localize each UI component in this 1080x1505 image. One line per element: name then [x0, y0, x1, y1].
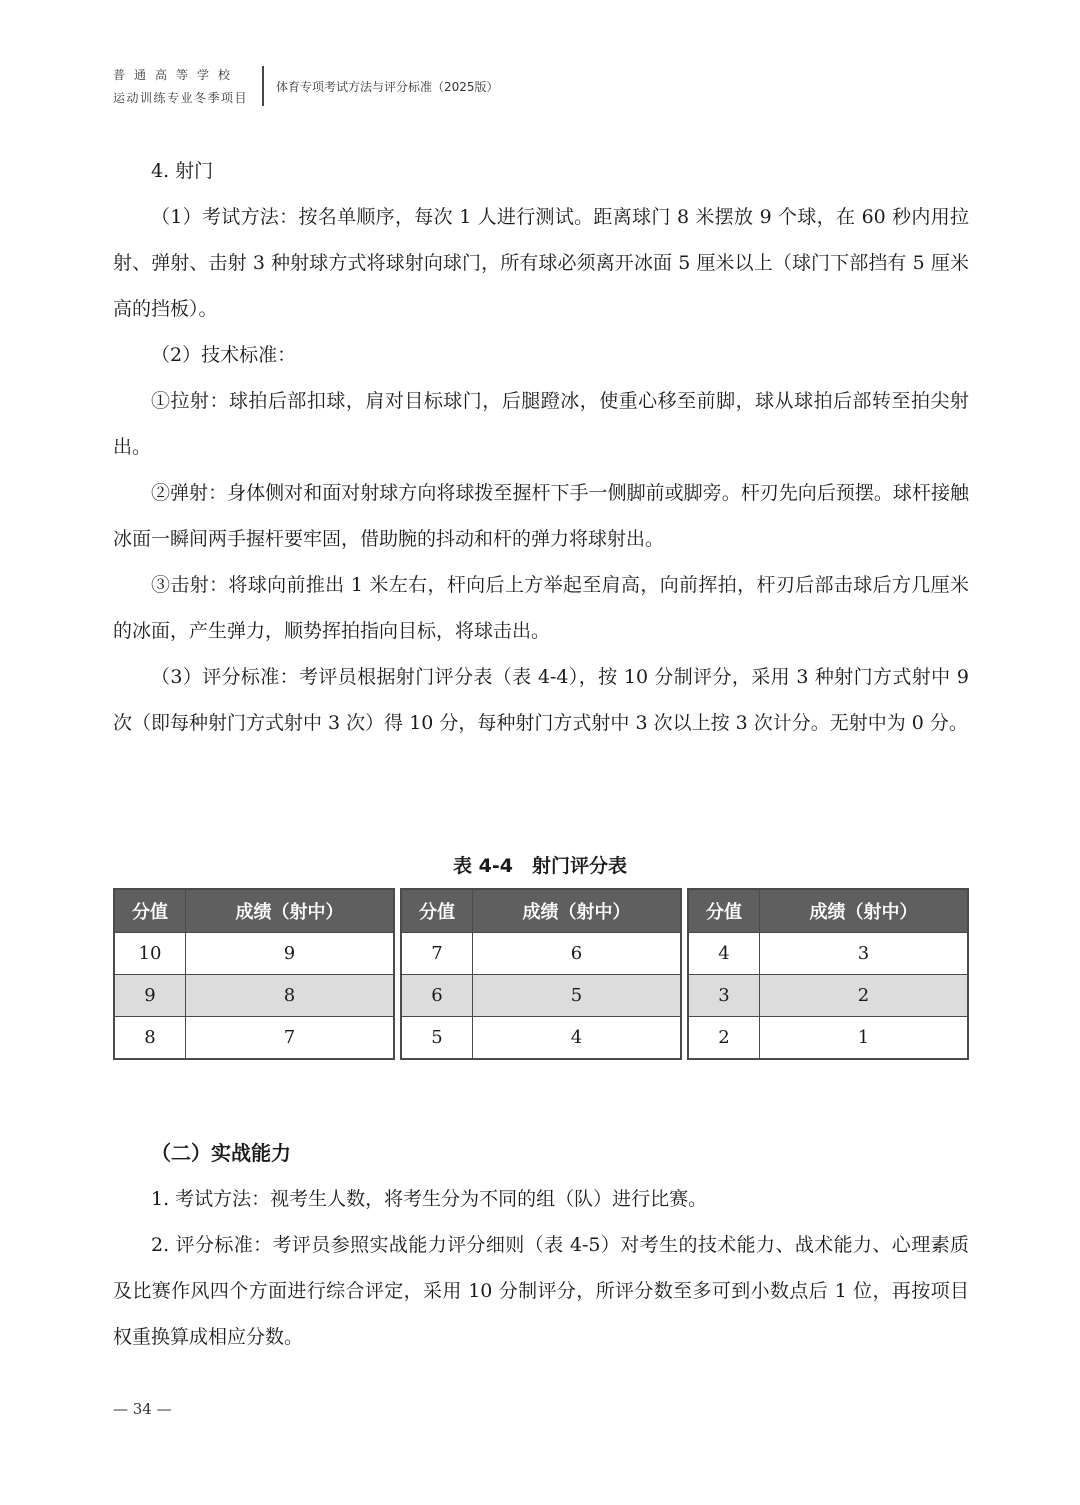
result-cell: 3 — [760, 933, 969, 975]
score-cell: 10 — [114, 933, 186, 975]
header-score: 分值 — [688, 889, 760, 933]
table-row — [114, 1017, 394, 1060]
result-cell: 5 — [473, 975, 682, 1017]
table-header-row — [114, 889, 394, 933]
header-title: 体育专项考试方法与评分标准（2025版） — [276, 79, 499, 94]
result-cell: 6 — [473, 933, 682, 975]
header-left — [113, 66, 248, 106]
header-result: 成绩（射中） — [473, 889, 682, 933]
table-row — [401, 1017, 681, 1060]
header-score: 分值 — [114, 889, 186, 933]
page-number: — 34 — — [113, 1400, 172, 1418]
score-cell: 4 — [688, 933, 760, 975]
section-4-shooting — [113, 148, 969, 746]
slap-shot-paragraph: ③击射：将球向前推出 1 米左右，杆向后上方举起至肩高，向前挥拍，杆刃后部击球后方几厘米的冰面，产生弹力，顺势挥拍指向目标，将球击出。 — [113, 574, 969, 642]
table-row — [114, 933, 394, 975]
score-table-2 — [400, 888, 682, 1060]
section-combat-ability — [113, 1130, 969, 1360]
header-result: 成绩（射中） — [760, 889, 969, 933]
running-header — [113, 66, 499, 106]
score-cell: 5 — [401, 1017, 473, 1060]
result-cell: 2 — [760, 975, 969, 1017]
score-cell: 2 — [688, 1017, 760, 1060]
table-row — [688, 933, 968, 975]
table-row — [688, 1017, 968, 1060]
section-4-title: 4. 射门 — [151, 160, 214, 182]
combat-scoring-paragraph: 2. 评分标准：考评员参照实战能力评分细则（表 4-5）对考生的技术能力、战术能力、心理素质及比赛作风四个方面进行综合评定，采用 10 分制评分，所评分数至多可到小数点后 1 位，再按项目权重换算成相应分数。 — [113, 1234, 969, 1348]
result-cell: 7 — [186, 1017, 395, 1060]
table-row — [688, 975, 968, 1017]
header-result: 成绩（射中） — [186, 889, 395, 933]
technical-standard-heading: （2）技术标准： — [151, 344, 297, 366]
score-cell: 8 — [114, 1017, 186, 1060]
scoring-tables — [113, 888, 969, 1060]
combat-method-paragraph: 1. 考试方法：视考生人数，将考生分为不同的组（队）进行比赛。 — [151, 1188, 708, 1210]
table-row — [114, 975, 394, 1017]
table-row — [401, 933, 681, 975]
score-cell: 6 — [401, 975, 473, 1017]
result-cell: 8 — [186, 975, 395, 1017]
score-cell: 3 — [688, 975, 760, 1017]
table-title: 表 4-4 射门评分表 — [453, 855, 627, 877]
header-divider — [262, 66, 264, 106]
score-table-1 — [113, 888, 395, 1060]
table-header-row — [688, 889, 968, 933]
result-cell: 4 — [473, 1017, 682, 1060]
header-score: 分值 — [401, 889, 473, 933]
exam-method-paragraph: （1）考试方法：按名单顺序，每次 1 人进行测试。距离球门 8 米摆放 9 个球，在 60 秒内用拉射、弹射、击射 3 种射球方式将球射向球门，所有球必须离开冰面 5 厘米以上（球门下部挡有 5 厘米高的挡板）。 — [113, 206, 969, 320]
wrist-shot-paragraph: ②弹射：身体侧对和面对射球方向将球拨至握杆下手一侧脚前或脚旁。杆刃先向后预摆。球杆接触冰面一瞬间两手握杆要牢固，借助腕的抖动和杆的弹力将球射出。 — [113, 482, 969, 550]
scoring-standard-paragraph: （3）评分标准：考评员根据射门评分表（表 4-4），按 10 分制评分，采用 3 种射门方式射中 9 次（即每种射门方式射中 3 次）得 10 分，每种射门方式射中 3 次以上按 3 次计分。无射中为 0 分。 — [113, 666, 969, 734]
header-line2: 运动训练专业冬季项目 — [113, 91, 249, 105]
header-line1: 普通高等学校 — [113, 68, 240, 82]
pull-shot-paragraph: ①拉射：球拍后部扣球，肩对目标球门，后腿蹬冰，使重心移至前脚，球从球拍后部转至拍尖射出。 — [113, 390, 969, 458]
result-cell: 9 — [186, 933, 395, 975]
section-heading: （二）实战能力 — [151, 1141, 291, 1165]
table-row — [401, 975, 681, 1017]
table-header-row — [401, 889, 681, 933]
score-cell: 7 — [401, 933, 473, 975]
score-table-3 — [687, 888, 969, 1060]
result-cell: 1 — [760, 1017, 969, 1060]
score-cell: 9 — [114, 975, 186, 1017]
